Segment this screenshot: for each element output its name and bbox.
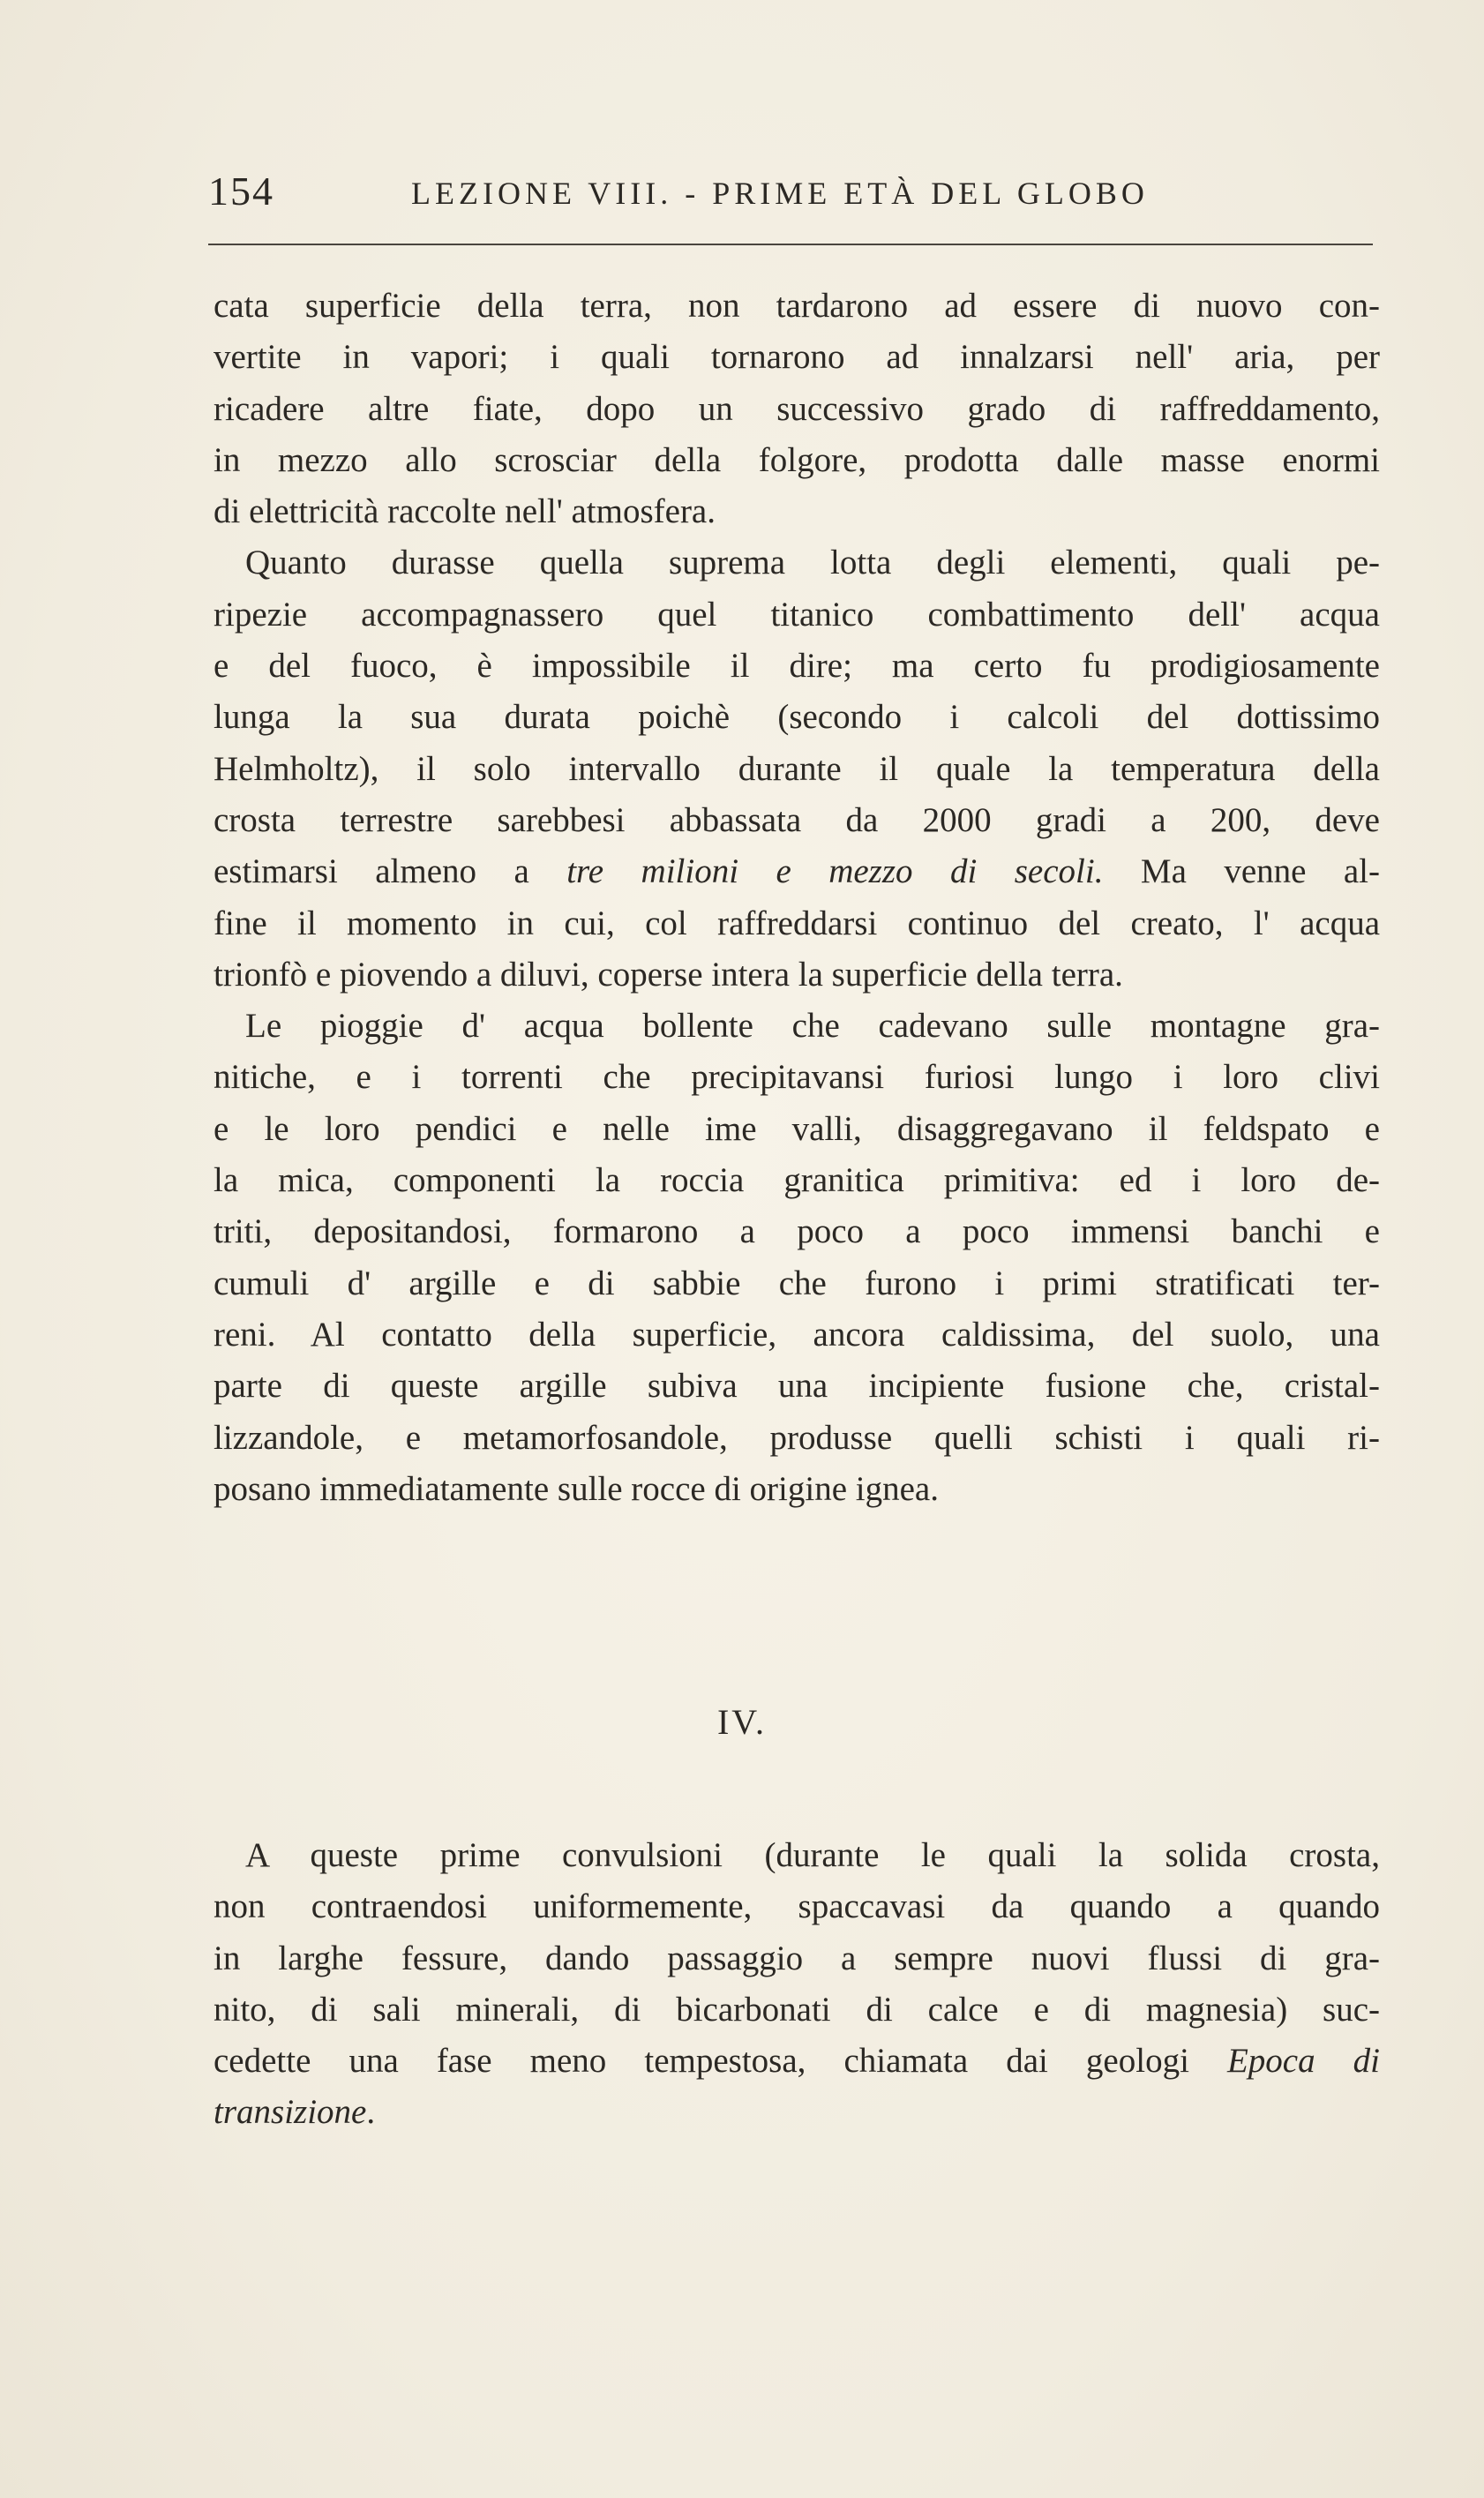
text-line: lizzandole, e metamorfosandole, produsse quelli schisti i quali ri- [214, 1418, 1380, 1457]
section-heading: IV. [716, 1702, 768, 1742]
text-line: triti, depositandosi, formarono a poco a poco immensi banchi e [214, 1212, 1380, 1251]
text-line: e le loro pendici e nelle ime valli, disaggregavano il feldspato e [214, 1109, 1380, 1148]
text-line: fine il momento in cui, col raffreddarsi continuo del creato, l' acqua [214, 904, 1380, 942]
text-line-with-italic [214, 846, 1380, 897]
italic-phrase: transizione [214, 2093, 367, 2132]
text-line: lunga la sua durata poichè (secondo i calcoli del dottissimo [214, 698, 1380, 737]
text-line: reni. Al contatto della superficie, ancora caldissima, del suolo, una [214, 1315, 1380, 1354]
text-segment: cedette una fase meno tempestosa, chiamata dai geologi [214, 2042, 1227, 2081]
text-line: cata superficie della terra, non tardarono ad essere di nuovo con- [214, 287, 1380, 325]
text-line: posano immediatamente sulle rocce di origine ignea. [214, 1469, 939, 1508]
italic-phrase: tre milioni e mezzo di secoli. [566, 852, 1104, 891]
text-line: di elettricità raccolte nell' atmosfera. [214, 492, 716, 531]
text-line: in larghe fessure, dando passaggio a sempre nuovi flussi di gra- [214, 1939, 1380, 1977]
text-line: parte di queste argille subiva una incipiente fusione che, cristal- [214, 1367, 1380, 1406]
body-text [214, 281, 1380, 1515]
text-line: vertite in vapori; i quali tornarono ad innalzarsi nell' aria, per [214, 338, 1380, 377]
header-rule [208, 244, 1373, 245]
body-text-section-iv [214, 1830, 1380, 2139]
text-line-with-italic [214, 2087, 1380, 2138]
page-header [208, 168, 1373, 221]
text-line: ripezie accompagnassero quel titanico combattimento dell' acqua [214, 595, 1380, 634]
text-line: e del fuoco, è impossibile il dire; ma certo fu prodigiosamente [214, 647, 1380, 686]
running-title: LEZIONE VIII. - PRIME ETÀ DEL GLOBO [411, 176, 1149, 211]
text-line: Le pioggie d' acqua bollente che cadevano sulle montagne gra- [245, 1007, 1380, 1046]
text-line: nito, di sali minerali, di bicarbonati di calce e di magnesia) suc- [214, 1990, 1380, 2029]
text-line: in mezzo allo scrosciar della folgore, prodotta dalle masse enormi [214, 440, 1380, 479]
text-segment: Ma venne al- [1103, 852, 1381, 891]
text-line-with-italic [214, 2036, 1380, 2087]
text-line: ricadere altre fiate, dopo un successivo grado di raffreddamento, [214, 389, 1380, 428]
text-line: Helmholtz), il solo intervallo durante il quale la temperatura della [214, 749, 1380, 788]
text-line: cumuli d' argille e di sabbie che furono i primi stratificati ter- [214, 1264, 1380, 1302]
text-line: trionfò e piovendo a diluvi, coperse intera la superficie della terra. [214, 955, 1123, 994]
text-line: non contraendosi uniformemente, spaccavasi da quando a quando [214, 1887, 1380, 1926]
text-line: Quanto durasse quella suprema lotta degli elementi, quali pe- [245, 544, 1380, 582]
text-line: la mica, componenti la roccia granitica primitiva: ed i loro de- [214, 1161, 1380, 1200]
text-line: nitiche, e i torrenti che precipitavansi furiosi lungo i loro clivi [214, 1058, 1380, 1097]
page-number: 154 [208, 169, 274, 214]
text-segment: . [366, 2093, 376, 2132]
italic-phrase: Epoca di [1226, 2042, 1380, 2081]
text-segment: estimarsi almeno a [214, 852, 567, 891]
text-line: crosta terrestre sarebbesi abbassata da 2000 gradi a 200, deve [214, 800, 1380, 839]
text-line: A queste prime convulsioni (durante le quali la solida crosta, [245, 1836, 1380, 1874]
